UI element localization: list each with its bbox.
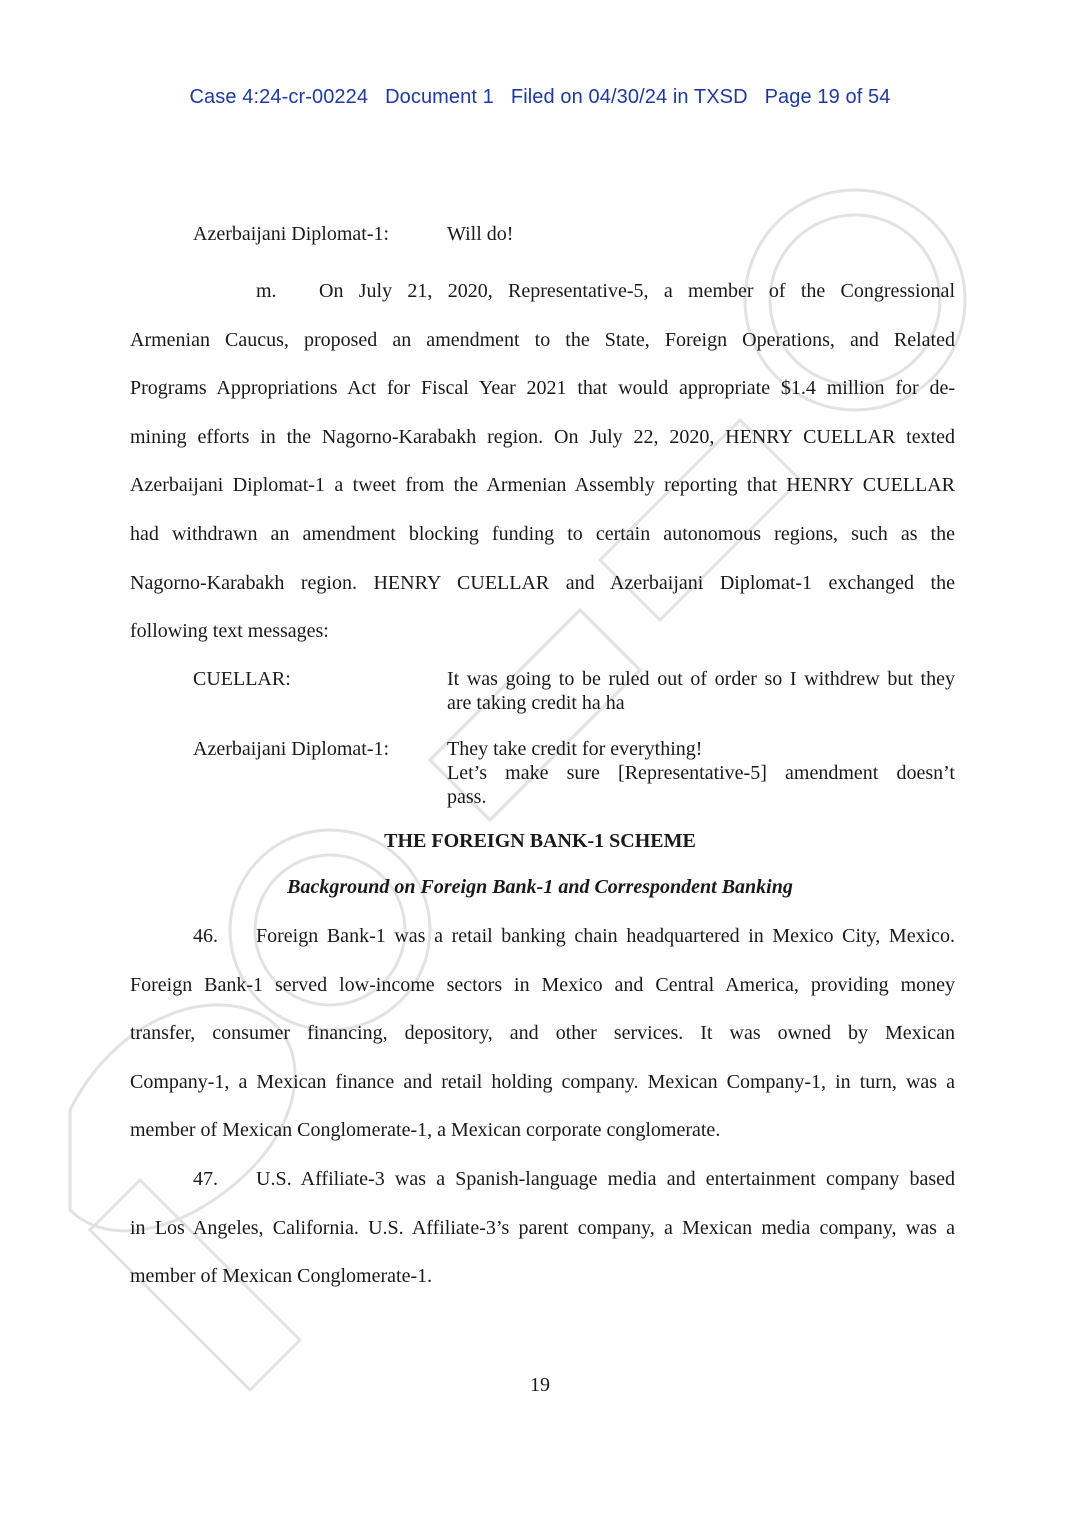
message-text: Will do! (447, 223, 514, 245)
paragraph-m (130, 267, 955, 656)
paragraph-line: transfer, consumer financing, depository, and other services. It was owned by Mexican (130, 1022, 955, 1045)
case-header (0, 86, 1080, 109)
case-number: Case 4:24-cr-00224 (189, 86, 369, 108)
speaker-label: CUELLAR: (193, 668, 291, 690)
speaker-label: Azerbaijani Diplomat-1: (193, 738, 390, 760)
paragraph-line: member of Mexican Conglomerate-1, a Mexican corporate conglomerate. (130, 1119, 721, 1142)
message-text: It was going to be ruled out of order so I withdrew but they are taking credit ha ha (447, 668, 955, 714)
page-number: 19 (530, 1374, 550, 1396)
page-indicator: Page 19 of 54 (764, 86, 891, 108)
paragraph-line: mining efforts in the Nagorno-Karabakh region. On July 22, 2020, HENRY CUELLAR texted (130, 425, 955, 448)
document-number: Document 1 (385, 86, 494, 108)
filed-date: Filed on 04/30/24 in TXSD (510, 86, 748, 108)
speaker-label: Azerbaijani Diplomat-1: (193, 223, 390, 245)
paragraph-line: following text messages: (130, 620, 329, 643)
message-text: They take credit for everything! Let’s make sure [Representative-5] amendment doesn’t pass. (447, 738, 955, 808)
paragraph-line: Nagorno-Karabakh region. HENRY CUELLAR and Azerbaijani Diplomat-1 exchanged the (130, 571, 955, 594)
paragraph-line: U.S. Affiliate-3 was a Spanish-language media and entertainment company based (256, 1168, 955, 1190)
section-subtitle: Background on Foreign Bank-1 and Correspondent Banking (287, 876, 793, 898)
paragraph-line: Foreign Bank-1 was a retail banking chain headquartered in Mexico City, Mexico. (256, 925, 955, 947)
paragraph-line: member of Mexican Conglomerate-1. (130, 1265, 433, 1288)
paragraph-line: Azerbaijani Diplomat-1 a tweet from the Armenian Assembly reporting that HENRY CUELLAR (130, 474, 955, 497)
paragraph-number: 46. (193, 925, 218, 947)
paragraph-line: On July 21, 2020, Representative-5, a member of the Congressional (319, 280, 955, 302)
paragraph-47 (130, 1155, 955, 1301)
paragraph-line: Armenian Caucus, proposed an amendment to the State, Foreign Operations, and Related (130, 328, 955, 351)
paragraph-line: Foreign Bank-1 served low-income sectors in Mexico and Central America, providing money (130, 973, 955, 996)
paragraph-46 (130, 912, 955, 1155)
paragraph-label: m. (256, 280, 277, 302)
paragraph-line: had withdrawn an amendment blocking funding to certain autonomous regions, such as the (130, 522, 955, 545)
section-title: THE FOREIGN BANK-1 SCHEME (384, 830, 696, 852)
paragraph-line: in Los Angeles, California. U.S. Affiliate-3’s parent company, a Mexican media company, was a (130, 1216, 955, 1239)
paragraph-line: Company-1, a Mexican finance and retail holding company. Mexican Company-1, in turn, was a (130, 1070, 955, 1093)
paragraph-line: Programs Appropriations Act for Fiscal Year 2021 that would appropriate $1.4 million for de- (130, 377, 955, 400)
paragraph-number: 47. (193, 1168, 218, 1190)
